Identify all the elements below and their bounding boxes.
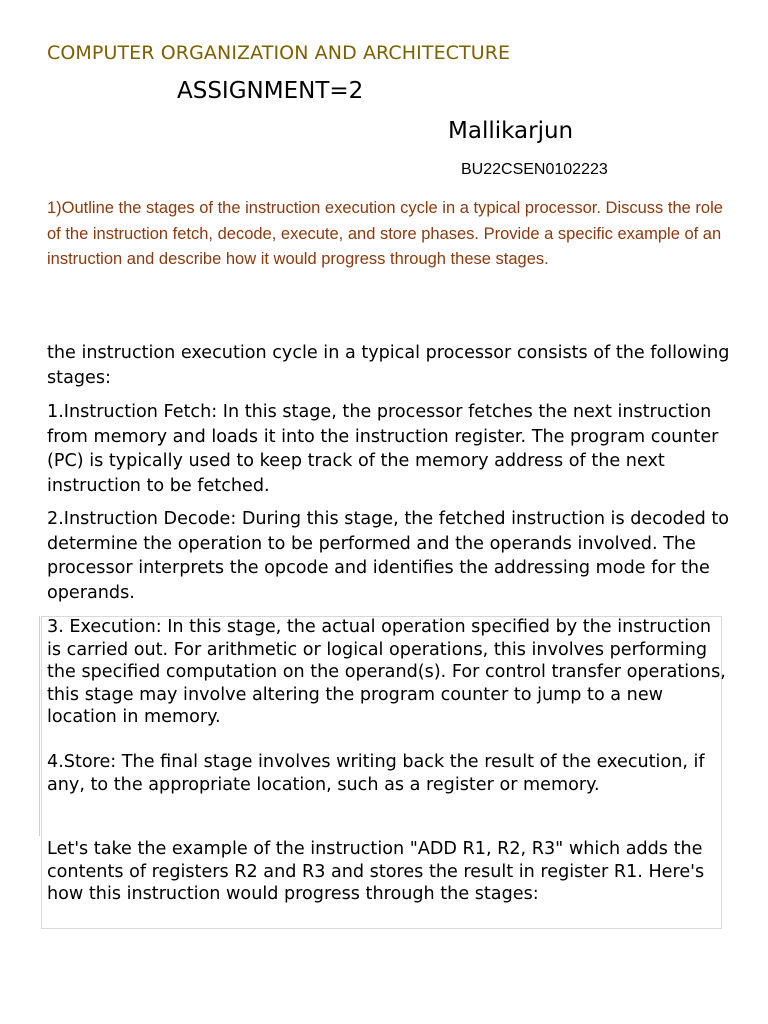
student-name: Mallikarjun [448,118,574,144]
registration-number: BU22CSEN0102223 [461,161,608,178]
stage-store-paragraph: 4.Store: The final stage involves writing back the result of the execution, if any, to the appropriate location, such as a register or memory. [47,752,705,795]
example-paragraph: Let's take the example of the instruction "ADD R1, R2, R3" which adds the contents of registers R2 and R3 and stores the result in register R1. Here's how this instruction would progress through the stages: [47,839,705,905]
stage-execute-paragraph: 3. Execution: In this stage, the actual operation specified by the instruction is carried out. For arithmetic or logical operations, this involves performing the specified computation on the operand(s). For control transfer operations, this stage may involve altering the program counter to jump to a new location in memory. [47,617,726,728]
answer-intro: the instruction execution cycle in a typical processor consists of the following stages: [47,343,730,388]
text-box-left-edge [39,616,40,836]
course-title: COMPUTER ORGANIZATION AND ARCHITECTURE [47,42,511,64]
assignment-title: ASSIGNMENT=2 [177,78,364,104]
stage-fetch-paragraph: 1.Instruction Fetch: In this stage, the processor fetches the next instruction from memory and loads it into the instruction register. The program counter (PC) is typically used to keep track of the memory address of the next instruction to be fetched. [47,402,719,496]
question-text: 1)Outline the stages of the instruction execution cycle in a typical processor. Discuss the role of the instruction fetch, decode, execute, and store phases. Provide a specific example of an instruction and describe how it would progress through these stages. [47,199,723,269]
stage-decode-paragraph: 2.Instruction Decode: During this stage, the fetched instruction is decoded to determine the operation to be performed and the operands involved. The processor interprets the opcode and identifies the addressing mode for the operands. [47,509,730,603]
